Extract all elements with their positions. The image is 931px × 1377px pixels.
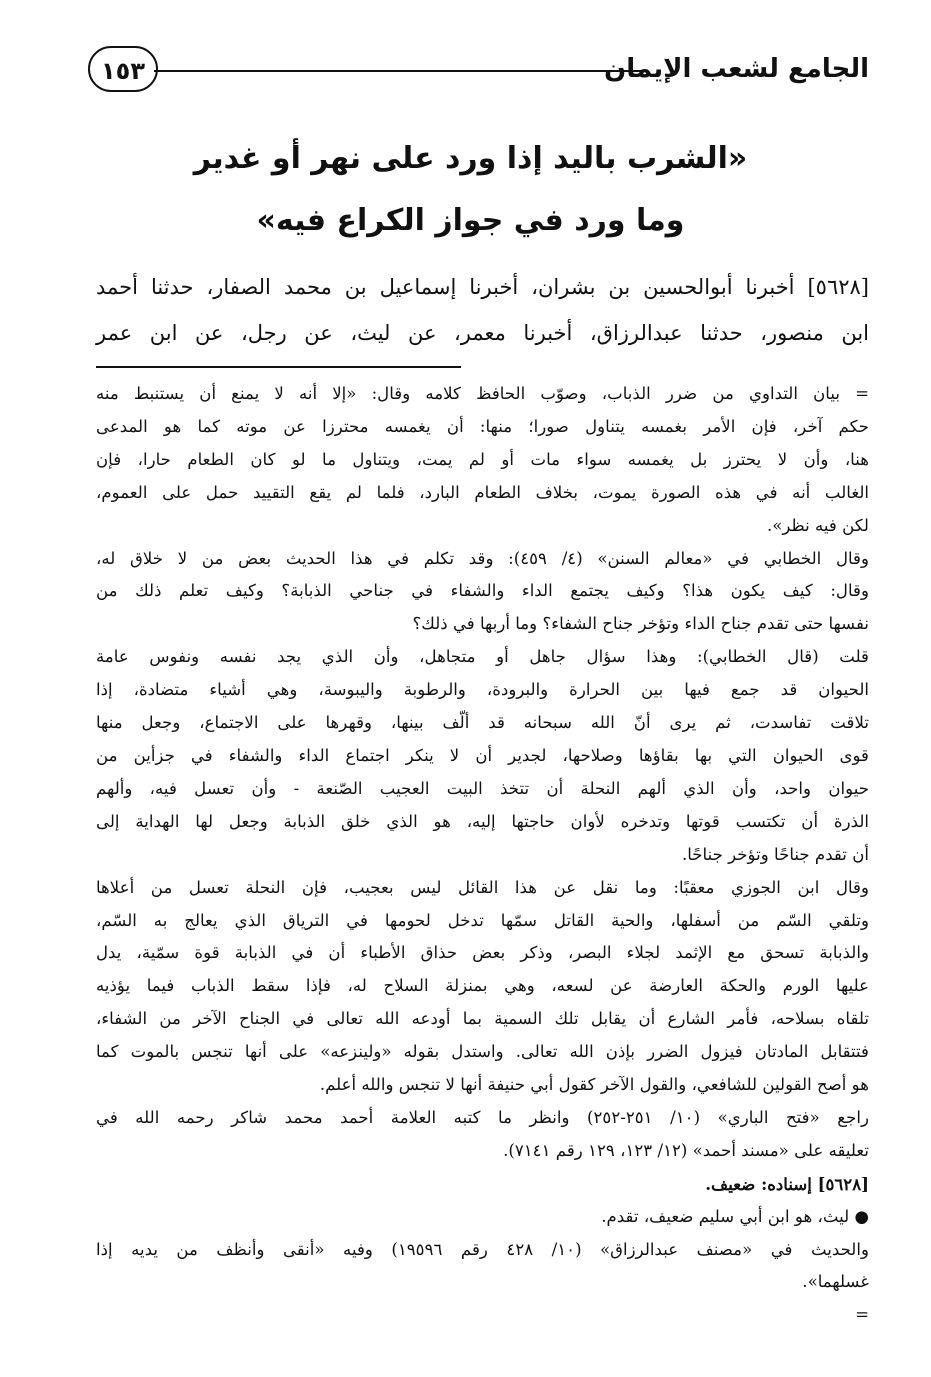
chapter-title bbox=[100, 128, 841, 252]
footnote-line: [٥٦٢٨] إسناده: ضعيف. bbox=[705, 1173, 869, 1194]
footnote-line: الحيوان قد جمع فيها بين الحرارة والبرودة، والرطوبة واليبوسة، وهي أشياء متضادة، إذا bbox=[96, 680, 869, 700]
chapter-title-line: «الشرب باليد إذا ورد على نهر أو غدير bbox=[193, 141, 748, 176]
footnote-line: قوى الحيوان التي بها بقاؤها وصلاحها، لجدير أن لا ينكر اجتماع الداء والشفاء في جزأين من bbox=[96, 745, 869, 765]
footnote-line: هو أصح القولين للشافعي، والقول الآخر كقول أبي حنيفة أنها لا تنجس والله أعلم. bbox=[319, 1075, 869, 1095]
footnote-line: أن تقدم جناحًا وتؤخر جناحًا. bbox=[681, 844, 869, 864]
footnote-line: غسلهما». bbox=[802, 1272, 869, 1292]
footnote-line: وتلقي السّم من أسفلها، والحية القاتل سمّها تدخل لحومها في الترياق الذي يعالج به السّم، bbox=[96, 910, 869, 930]
footnote-line: لكن فيه نظر». bbox=[766, 515, 869, 535]
footnote-line: نفسها حتى تقدم جناح الداء وتؤخر جناح الشفاء؟ وما أربها في ذلك؟ bbox=[412, 614, 869, 634]
footnote-line: قلت (قال الخطابي): وهذا سؤال جاهل أو متجاهل، وأن الذي يجد نفسه ونفوس عامة bbox=[96, 647, 869, 667]
footnote-line: راجع «فتح الباري» (١٠/ ٢٥١-٢٥٢) وانظر ما كتبه العلامة أحمد محمد شاكر رحمه الله في bbox=[96, 1107, 870, 1127]
footnotes bbox=[96, 378, 869, 1332]
footnote-line: والذبابة تسحق مع الإثمد لجلاء البصر، وذكر بعض حذاق الأطباء أن في الذبابة قوة سمّية، يدل bbox=[96, 943, 869, 963]
footnote-line: تلقاه بسلاحه، فأمر الشارع أن يقابل تلك السمية بما أودعه الله تعالى في الجناح الآخر من الشفاء، bbox=[96, 1009, 869, 1029]
footnote-line: الذرة أن تكتسب قوتها وتدخره لأوان حاجتها إليه، هو الذي خلق الذبابة وجعل لها الهداية إلى bbox=[96, 811, 869, 831]
footnote-line: وقال: كيف يكون هذا؟ وكيف يجتمع الداء والشفاء في جناحي الذبابة؟ وكيف تعلم ذلك من bbox=[96, 581, 869, 601]
footnote-line: ● ليث، هو ابن أبي سليم ضعيف، تقدم. bbox=[601, 1206, 869, 1226]
footnote-line: تلاقت تفاسدت، ثم يرى أنّ الله سبحانه قد ألّف بينها، وقهرها على الاجتماع، وجعل منها bbox=[96, 713, 869, 733]
footnote-line: حكم آخر، فإن الأمر بغمسه يتناول صورا؛ منها: أن يغمسه محترزا عن موته كما هو المدعى bbox=[96, 416, 869, 436]
footnote-separator bbox=[96, 366, 461, 368]
running-book-title: الجامع لشعب الإيمان bbox=[604, 54, 869, 84]
footnote-line: = بيان التداوي من ضرر الذباب، وصوّب الحافظ كلامه وقال: «إلا أنه لا يمنع أن يستنبط منه bbox=[96, 384, 869, 403]
footnote-line: وقال ابن الجوزي معقبًا: وما نقل عن هذا القائل ليس بعجيب، فإن النحلة تعسل من أعلاها bbox=[96, 877, 869, 897]
footnote-line: فتتقابل المادتان فيزول الضرر بإذن الله تعالى. واستدل بقوله «ولينزعه» على أنها تنجس بالموت كما bbox=[96, 1042, 869, 1062]
header-rule bbox=[154, 70, 641, 72]
footnote-line: هنا، وأن لا يحترز بل يغمسه سواء مات أو لم يمت، ويتناول ما لو كان الطعام حارا، فإن bbox=[96, 449, 869, 469]
footnote-line: تعليقه على «مسند أحمد» (١٢/ ١٢٣، ١٢٩ رقم ٧١٤١). bbox=[503, 1140, 869, 1160]
main-text bbox=[96, 264, 869, 356]
footnote-line: والحديث في «مصنف عبدالرزاق» (١٠/ ٤٢٨ رقم ١٩٥٩٦) وفيه «أنقى وأنظف من يديه إذا bbox=[96, 1239, 869, 1259]
footnote-line: = bbox=[855, 1305, 869, 1325]
chapter-title-line: وما ورد في جواز الكراع فيه» bbox=[256, 203, 685, 238]
footnote-line: الغالب أنه في هذه الصورة يموت، بخلاف الطعام البارد، فلما لم يقع التقييد حمل على العموم، bbox=[96, 482, 869, 502]
page-number: ١٥٣ bbox=[88, 46, 158, 92]
footnote-line: عليها الورم والحكة العارضة عن لسعه، وهي بمنزلة السلاح له، فإذا سقط الذباب فيما يؤذيه bbox=[96, 976, 869, 996]
footnote-line: حيوان واحد، وأن الذي ألهم النحلة أن تتخذ البيت العجيب الصّنعة - وأن تعسل فيه، وألهم bbox=[96, 778, 869, 798]
main-text-line: ابن منصور، حدثنا عبدالرزاق، أخبرنا معمر، عن ليث، عن رجل، عن ابن عمر bbox=[96, 321, 869, 345]
page-header bbox=[88, 40, 869, 104]
footnote-line: وقال الخطابي في «معالم السنن» (٤/ ٤٥٩): وقد تكلم في هذا الحديث بعض من لا خلاق له، bbox=[96, 548, 870, 568]
main-text-line: [٥٦٢٨] أخبرنا أبوالحسين بن بشران، أخبرنا إسماعيل بن محمد الصفار، حدثنا أحمد bbox=[96, 275, 869, 299]
